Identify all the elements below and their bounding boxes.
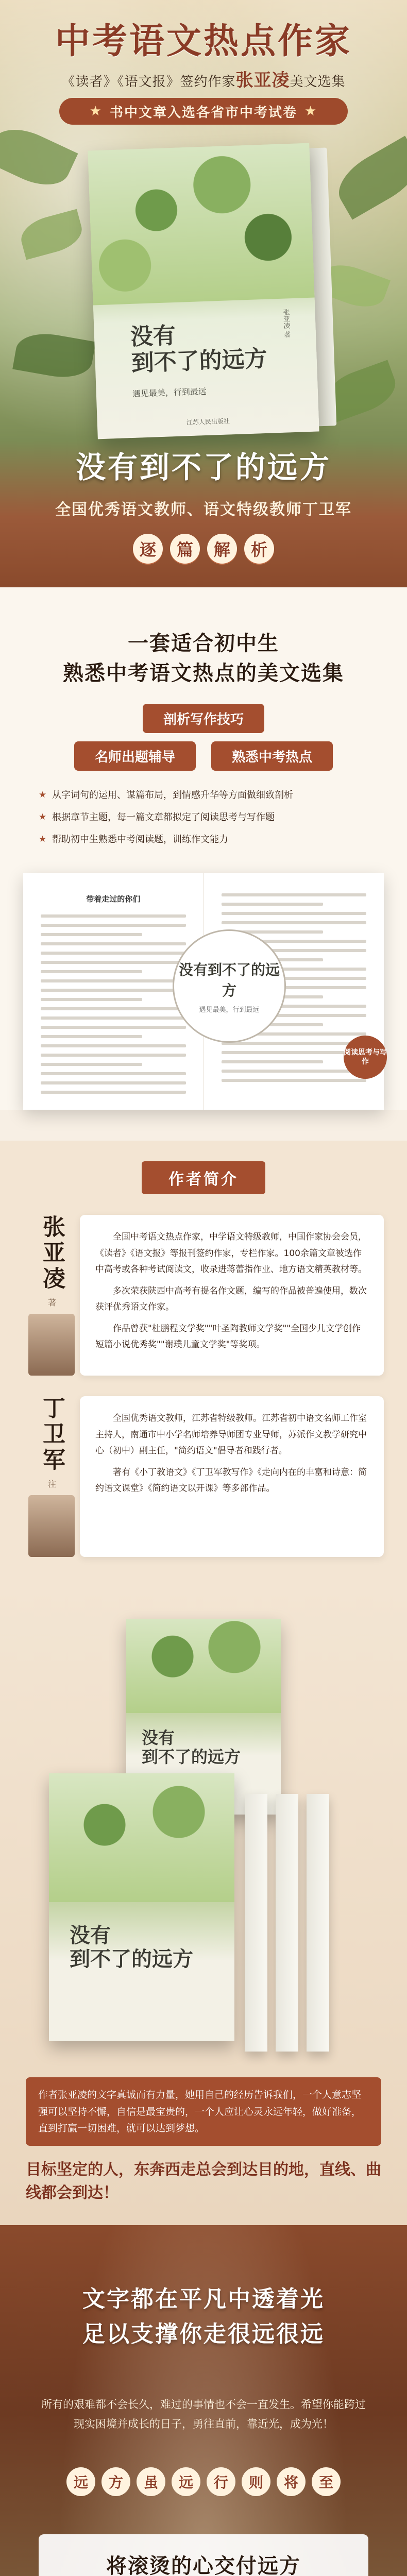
hero-badge: 逐 (133, 534, 163, 564)
footer-badge: 方 (101, 2467, 130, 2496)
leaf-decoration (12, 329, 96, 383)
intro-heading (0, 629, 407, 688)
author-name-column (23, 1215, 80, 1376)
footer-title-line2: 足以支撑你走很远很远 (82, 2321, 325, 2348)
author-name: 丁卫军 (39, 1396, 65, 1474)
book-cover-publisher: 江苏人民出版社 (186, 417, 230, 427)
footer-badges (0, 2467, 407, 2496)
book-title-line2: 到不了的远方 (142, 1747, 241, 1767)
bullet-item: ★ 帮助初中生熟悉中考阅读题，训练作文能力 (39, 833, 368, 848)
hero-bottom (0, 443, 407, 564)
footer-badge: 行 (207, 2467, 235, 2496)
star-icon: ★ (304, 104, 318, 119)
author-role: 注 (46, 1480, 57, 1488)
book-cover-subtitle: 遇见最美，行到最远 (132, 386, 207, 399)
book-title-line2: 到不了的远方 (70, 1946, 193, 1971)
footer-badge: 远 (172, 2467, 200, 2496)
hero-teacher-line: 全国优秀语文教师、语文特级教师丁卫军 (55, 501, 352, 519)
footer-section (0, 2225, 407, 2576)
leaf-decoration (17, 209, 86, 260)
book-title-line2: 到不了的远方 (130, 345, 268, 377)
author-role: 著 (46, 1298, 57, 1307)
feature-pills (0, 704, 407, 771)
book-title-line1: 没有 (142, 1728, 175, 1748)
book-title-line1: 没有 (130, 322, 176, 350)
bio-paragraph: 全国优秀语文教师，江苏省特级教师。江苏省初中语文名师工作室主持人，南通市中小学名师培养导师团专业导师，苏派作文教学研究中心（初中）副主任，"简约语文"倡导者和践行者。 (95, 1413, 367, 1456)
footer-badge: 至 (312, 2467, 341, 2496)
footer-badge: 则 (242, 2467, 270, 2496)
pill-exam-hotspots: 熟悉中考热点 (211, 741, 333, 771)
author-ding (23, 1396, 384, 1557)
footer-badge: 将 (277, 2467, 306, 2496)
book-cover-front (49, 1773, 234, 2041)
authors-section (0, 1141, 407, 1588)
bio-paragraph: 多次荣获陕西中高考有提名作文题，编写的作品被普遍使用，数次获评优秀语文作家。 (95, 1285, 367, 1313)
bio-paragraph: 著有《小丁教语文》《丁卫军教写作》《走向内在的丰富和诗意：简约语文课堂》《简约语文以开课》等多部作品。 (95, 1467, 367, 1494)
hero-section (0, 0, 407, 587)
bio-paragraph: 作品曾获"杜鹏程文学奖""叶圣陶教师文学奖""全国少儿文学创作短篇小说优秀奖""谢璞儿童文学奖"等奖项。 (95, 1323, 361, 1350)
pill-row (74, 741, 333, 771)
hero-badge: 解 (207, 534, 237, 564)
footer-title (0, 2282, 407, 2352)
hero-book (88, 143, 319, 439)
bullet-item: ★ 根据章节主题，每一篇文章都拟定了阅读思考与写作题 (39, 810, 368, 825)
star-icon: ★ (89, 104, 103, 119)
author-name-column (23, 1396, 80, 1557)
footer-title-line1: 文字都在平凡中透着光 (82, 2286, 325, 2313)
spread-heading: 带着走过的你们 (86, 894, 141, 904)
leaf-decoration (329, 136, 407, 220)
set-caption: 作者张亚凌的文字真诚而有力量，她用自己的经历告诉我们，一个人意志坚强可以坚持不懈，自信是最宝贵的，一个人应让心灵永远年轻，做好准备，直到打赢一切困难，就可以达到梦想。 (26, 2077, 381, 2146)
pill-writing-skills: 剖析写作技巧 (143, 704, 264, 733)
intro-heading-line2: 熟悉中考语文热点的美文选集 (63, 661, 344, 685)
author-name: 张亚凌 (39, 1215, 65, 1293)
book-title (142, 1728, 241, 1767)
book-cover (88, 143, 319, 439)
footer-box-line1: 将滚烫的心交付远方 (106, 2554, 301, 2576)
book-cover-art (88, 143, 314, 306)
hero-subtitle-suffix: 美文选集 (290, 74, 346, 90)
author-photo (28, 1314, 75, 1376)
book-cover-title (130, 320, 267, 377)
footer-badge: 虽 (137, 2467, 165, 2496)
author-bio (80, 1215, 384, 1376)
spread-magnifier (173, 929, 286, 1043)
set-quote: 目标坚定的人，东奔西走总会到达目的地，直线、曲线都会到达！ (26, 2161, 381, 2202)
footer-quote-box (39, 2534, 368, 2576)
footer-badge: 远 (66, 2467, 95, 2496)
intro-heading-line1: 一套适合初中生 (128, 631, 279, 655)
book-set-section (0, 1588, 407, 2225)
book-spine (245, 1794, 267, 2052)
book-cover-author: 张亚凌 著 (281, 309, 291, 338)
hero-title: 中考语文热点作家 (55, 21, 352, 62)
feature-bullets (39, 788, 368, 847)
spread-badge: 阅读思考与写作 (344, 1036, 387, 1079)
book-spread (23, 873, 387, 1110)
pill-teacher-guidance: 名师出题辅导 (74, 741, 196, 771)
author-bio (80, 1396, 384, 1557)
intro-section (0, 587, 407, 1110)
hero-badges (0, 534, 407, 564)
bio-paragraph: 全国中考语文热点作家，中学语文特级教师，中国作家协会会员，《读者》《语文报》等报刊签约作家，专栏作家。100余篇文章被选作中高考或各种考试阅读文，收录进蒋蕾指作业、地方语文精英教材等。 (95, 1232, 367, 1275)
bullet-item: ★ 从字词句的运用、谋篇布局，到情感升华等方面做细致剖析 (39, 788, 368, 803)
book-title (70, 1924, 193, 1971)
circle-subtitle: 遇见最美，行到最远 (199, 1006, 260, 1014)
hero-subtitle (0, 66, 407, 91)
hero-subtitle-prefix: 《读者》《语文报》签约作家 (61, 74, 236, 90)
author-photo (28, 1495, 75, 1557)
hero-badge: 篇 (170, 534, 200, 564)
hero-badge: 析 (244, 534, 274, 564)
book-title-line1: 没有 (70, 1923, 111, 1947)
hero-subtitle-name: 张亚凌 (235, 70, 290, 91)
book-spine (307, 1794, 329, 2052)
hero-ribbon-text: 书中文章入选各省市中考试卷 (109, 105, 297, 121)
leaf-decoration (0, 118, 78, 195)
authors-section-title: 作者简介 (142, 1161, 265, 1194)
author-zhang (23, 1215, 384, 1376)
circle-title: 没有到不了的远方 (178, 961, 280, 999)
hero-ribbon (59, 98, 348, 125)
book-stack (39, 1619, 368, 2062)
hero-main-title: 没有到不了的远方 (75, 450, 331, 485)
footer-paragraph: 所有的艰难都不会长久，难过的事情也不会一直发生。希望你能跨过现实困境并成长的日子，勇往直前，靠近光，成为光！ (41, 2398, 366, 2431)
book-spine (276, 1794, 298, 2052)
